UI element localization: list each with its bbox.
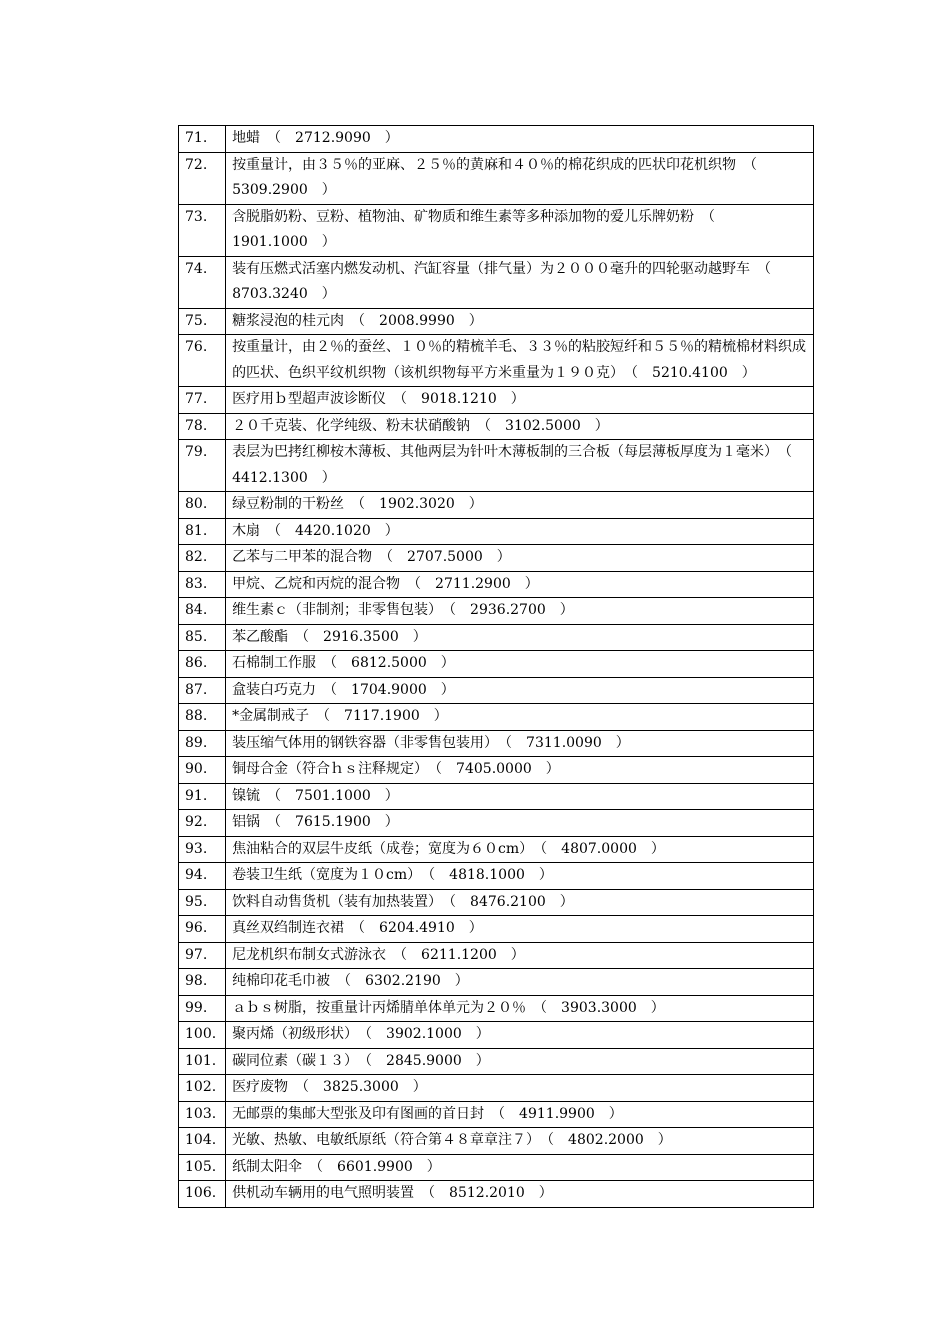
row-item-text: 表层为巴拷红柳桉木薄板、其他两层为针叶木薄板制的三合板（每层薄板厚度为１毫米） （ 4412.1300 ） [226,440,814,492]
table-row [179,545,814,572]
row-item-text: 石棉制工作服 （ 6812.5000 ） [226,651,814,678]
row-number: 94. [179,863,226,890]
table-row [179,942,814,969]
row-number: 72. [179,152,226,204]
row-item-text: 铝锅 （ 7615.1900 ） [226,810,814,837]
table-row [179,126,814,153]
table-row [179,1181,814,1208]
table-row [179,1022,814,1049]
row-item-text: 纸制太阳伞 （ 6601.9900 ） [226,1154,814,1181]
row-item-text: 乙苯与二甲苯的混合物 （ 2707.5000 ） [226,545,814,572]
row-number: 74. [179,256,226,308]
table-body [179,126,814,1208]
tariff-question-table [178,125,814,1208]
row-number: 83. [179,571,226,598]
table-row [179,730,814,757]
row-number: 103. [179,1101,226,1128]
table-row [179,256,814,308]
table-row [179,598,814,625]
row-item-text: 绿豆粉制的干粉丝 （ 1902.3020 ） [226,492,814,519]
table-row [179,863,814,890]
row-item-text: 装有压燃式活塞内燃发动机、汽缸容量（排气量）为２０００毫升的四轮驱动越野车 （ 8703.3240 ） [226,256,814,308]
table-row [179,810,814,837]
table-row [179,624,814,651]
row-item-text: 装压缩气体用的钢铁容器（非零售包装用） （ 7311.0090 ） [226,730,814,757]
row-number: 100. [179,1022,226,1049]
row-number: 96. [179,916,226,943]
table-row [179,440,814,492]
row-item-text: 盒装白巧克力 （ 1704.9000 ） [226,677,814,704]
table-row [179,1075,814,1102]
row-number: 95. [179,889,226,916]
table-row [179,677,814,704]
row-item-text: 苯乙酸酯 （ 2916.3500 ） [226,624,814,651]
table-row [179,413,814,440]
row-number: 89. [179,730,226,757]
row-number: 98. [179,969,226,996]
row-number: 77. [179,387,226,414]
row-item-text: 光敏、热敏、电敏纸原纸（符合第４８章章注７） （ 4802.2000 ） [226,1128,814,1155]
row-item-text: 甲烷、乙烷和丙烷的混合物 （ 2711.2900 ） [226,571,814,598]
row-number: 81. [179,518,226,545]
row-item-text: 铜母合金（符合ｈｓ注释规定） （ 7405.0000 ） [226,757,814,784]
row-item-text: ２０千克装、化学纯级、粉末状硝酸钠 （ 3102.5000 ） [226,413,814,440]
row-item-text: 医疗用ｂ型超声波诊断仪 （ 9018.1210 ） [226,387,814,414]
row-number: 97. [179,942,226,969]
row-item-text: 纯棉印花毛巾被 （ 6302.2190 ） [226,969,814,996]
row-number: 106. [179,1181,226,1208]
row-item-text: 木扇 （ 4420.1020 ） [226,518,814,545]
row-item-text: *金属制戒子 （ 7117.1900 ） [226,704,814,731]
row-number: 85. [179,624,226,651]
table-row [179,757,814,784]
table-row [179,889,814,916]
table-row [179,1048,814,1075]
table-row [179,571,814,598]
table-row [179,1128,814,1155]
row-item-text: 维生素ｃ（非制剂；非零售包装） （ 2936.2700 ） [226,598,814,625]
row-item-text: 卷装卫生纸（宽度为１０cm） （ 4818.1000 ） [226,863,814,890]
row-item-text: 聚丙烯（初级形状） （ 3902.1000 ） [226,1022,814,1049]
row-number: 87. [179,677,226,704]
row-number: 93. [179,836,226,863]
row-item-text: 地蜡 （ 2712.9090 ） [226,126,814,153]
row-item-text: 镍锍 （ 7501.1000 ） [226,783,814,810]
row-item-text: 糖浆浸泡的桂元肉 （ 2008.9990 ） [226,308,814,335]
row-item-text: 碳同位素（碳１３） （ 2845.9000 ） [226,1048,814,1075]
row-item-text: 无邮票的集邮大型张及印有图画的首日封 （ 4911.9900 ） [226,1101,814,1128]
row-number: 99. [179,995,226,1022]
row-item-text: 医疗废物 （ 3825.3000 ） [226,1075,814,1102]
row-number: 82. [179,545,226,572]
row-item-text: 真丝双绉制连衣裙 （ 6204.4910 ） [226,916,814,943]
row-item-text: 供机动车辆用的电气照明装置 （ 8512.2010 ） [226,1181,814,1208]
row-item-text: 按重量计，由２％的蚕丝、１０％的精梳羊毛、３３％的粘胶短纤和５５％的精梳棉材料织成的匹状、色织平纹机织物（该机织物每平方米重量为１９０克） （ 5210.4100 ） [226,335,814,387]
row-item-text: 按重量计，由３５％的亚麻、２５％的黄麻和４０％的棉花织成的匹状印花机织物 （ 5309.2900 ） [226,152,814,204]
table-row [179,783,814,810]
table-row [179,204,814,256]
row-item-text: ａｂｓ树脂，按重量计丙烯腈单体单元为２０％ （ 3903.3000 ） [226,995,814,1022]
table-row [179,836,814,863]
table-row [179,152,814,204]
table-row [179,1101,814,1128]
table-row [179,1154,814,1181]
table-row [179,308,814,335]
row-item-text: 尼龙机织布制女式游泳衣 （ 6211.1200 ） [226,942,814,969]
row-number: 80. [179,492,226,519]
row-number: 91. [179,783,226,810]
row-number: 105. [179,1154,226,1181]
row-number: 73. [179,204,226,256]
row-number: 79. [179,440,226,492]
row-number: 78. [179,413,226,440]
row-number: 101. [179,1048,226,1075]
row-number: 104. [179,1128,226,1155]
row-number: 86. [179,651,226,678]
row-number: 92. [179,810,226,837]
row-number: 76. [179,335,226,387]
row-number: 75. [179,308,226,335]
row-item-text: 焦油粘合的双层牛皮纸（成卷；宽度为６０cm） （ 4807.0000 ） [226,836,814,863]
row-number: 84. [179,598,226,625]
row-number: 71. [179,126,226,153]
table-row [179,916,814,943]
table-row [179,995,814,1022]
row-number: 90. [179,757,226,784]
table-row [179,492,814,519]
row-item-text: 饮料自动售货机（装有加热装置） （ 8476.2100 ） [226,889,814,916]
table-row [179,518,814,545]
row-number: 88. [179,704,226,731]
table-row [179,704,814,731]
row-item-text: 含脱脂奶粉、豆粉、植物油、矿物质和维生素等多种添加物的爱儿乐牌奶粉 （ 1901.1000 ） [226,204,814,256]
row-number: 102. [179,1075,226,1102]
table-row [179,387,814,414]
table-row [179,335,814,387]
table-row [179,651,814,678]
table-row [179,969,814,996]
